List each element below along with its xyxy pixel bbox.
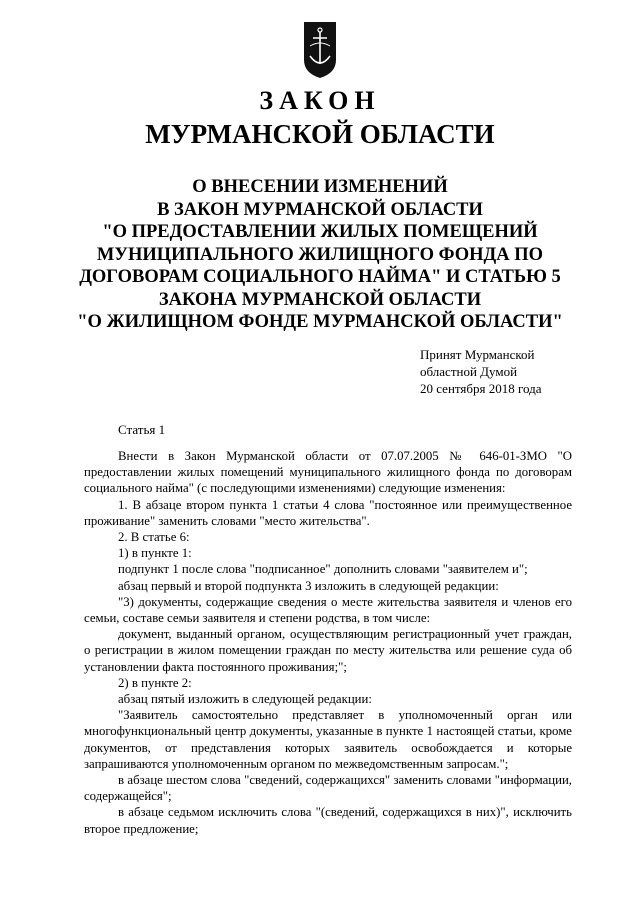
subtitle-line: МУНИЦИПАЛЬНОГО ЖИЛИЩНОГО ФОНДА ПО (96, 244, 544, 265)
subtitle-line: О ВНЕСЕНИИ ИЗМЕНЕНИЙ (192, 177, 448, 197)
adoption-line: Принят Мурманской (420, 347, 535, 362)
subtitle-line: "О ПРЕДОСТАВЛЕНИИ ЖИЛЫХ ПОМЕЩЕНИЙ (102, 222, 538, 242)
coat-of-arms-icon (302, 20, 338, 80)
paragraph: 1) в пункте 1: (118, 546, 192, 561)
paragraph: 2. В статье 6: (118, 530, 190, 545)
paragraph: "3) документы, содержащие сведения о месте жительства заявителя и членов его семьи, составе семьи заявителя и степени родства, в том числе: (84, 594, 572, 626)
law-subtitle (70, 176, 570, 334)
subtitle-line: "О ЖИЛИЩНОМ ФОНДЕ МУРМАНСКОЙ ОБЛАСТИ" (77, 312, 563, 332)
subtitle-line: ДОГОВОРАМ СОЦИАЛЬНОГО НАЙМА" И СТАТЬЮ 5 (79, 267, 561, 287)
paragraph: в абзаце шестом слова "сведений, содержащихся" заменить словами "информации, содержащейся"; (84, 773, 572, 804)
adoption-note (420, 346, 620, 397)
paragraph: абзац первый и второй подпункта 3 изложить в следующей редакции: (118, 578, 499, 593)
paragraph: абзац пятый изложить в следующей редакции: (118, 692, 372, 707)
paragraph: "Заявитель самостоятельно представляет в уполномоченный орган или многофункциональный центр документы, указанные в пункте 1 настоящей статьи, кроме документов, от представления которых заявитель освобождается и которые запрашиваются уполномоченным органом по межведомственным запросам."; (84, 708, 572, 771)
law-title: ЗАКОН (259, 86, 381, 115)
article-body (84, 448, 572, 837)
paragraph: 2) в пункте 2: (118, 675, 192, 690)
adoption-line: областной Думой (420, 364, 518, 379)
adoption-date: 20 сентября 2018 года (420, 381, 542, 396)
paragraph: Внести в Закон Мурманской области от 07.07.2005 № 646-01-ЗМО "О предоставлении жилых помещений муниципального жилищного фонда по договорам социального найма" (с последующими изменениями) следующие изменения: (84, 449, 572, 496)
region-title: МУРМАНСКОЙ ОБЛАСТИ (145, 119, 495, 149)
subtitle-line: В ЗАКОН МУРМАНСКОЙ ОБЛАСТИ (157, 199, 483, 220)
subtitle-line: ЗАКОНА МУРМАНСКОЙ ОБЛАСТИ (158, 289, 482, 310)
article-heading: Статья 1 (118, 422, 166, 437)
paragraph: в абзаце седьмом исключить слова "(сведений, содержащихся в них)", исключить второе предложение; (84, 805, 572, 836)
paragraph: подпункт 1 после слова "подписанное" дополнить словами "заявителем и"; (118, 562, 528, 577)
paragraph: 1. В абзаце втором пункта 1 статьи 4 слова "постоянное или преимущественное проживание" заменить словами "место жительства". (84, 497, 572, 528)
paragraph: документ, выданный органом, осуществляющим регистрационный учет граждан, о регистрации в жилом помещении граждан по месту жительства или решение суда об установлении факта постоянного проживания;"; (84, 627, 572, 674)
